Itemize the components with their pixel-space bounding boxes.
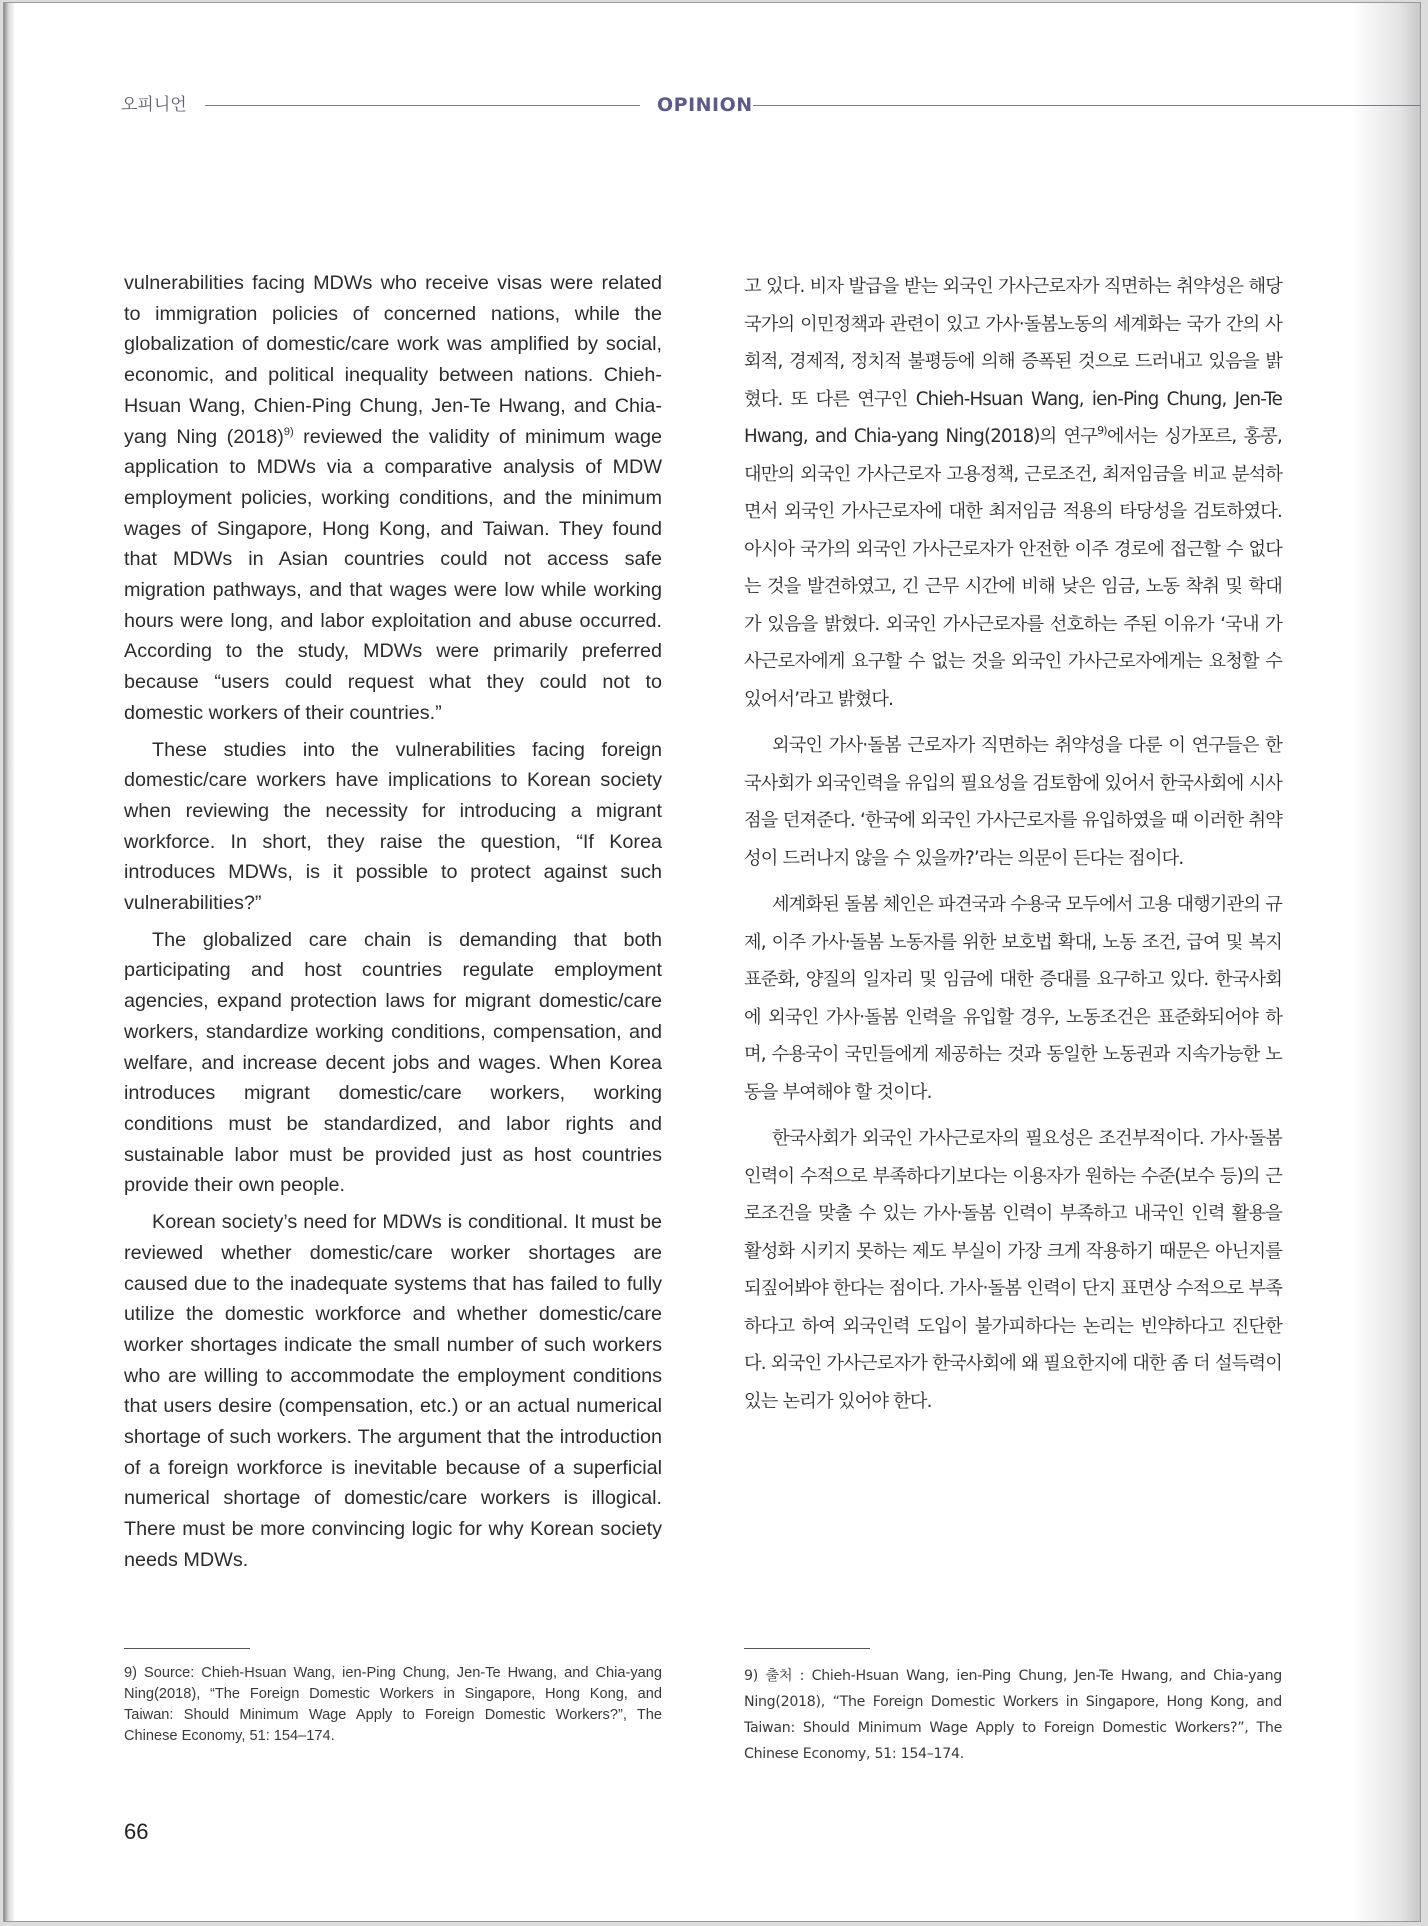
korean-paragraph-1 <box>744 268 1282 718</box>
korean-column <box>744 268 1282 1420</box>
header-section-english: OPINION <box>657 94 753 116</box>
footnote-korean: 9) 출처 : Chieh-Hsuan Wang, ien-Ping Chung, Jen-Te Hwang, and Chia-yang Ning(2018), “The Foreign Domestic Workers in Singapore, Hong Kong, and Taiwan: Should Minimum Wage Apply to Foreign Domestic Workers?”, The Chinese Economy, 51: 154–174. <box>744 1668 1282 1762</box>
footnote-english: 9) Source: Chieh-Hsuan Wang, ien-Ping Chung, Jen-Te Hwang, and Chia-yang Ning(2018), “The Foreign Domestic Workers in Singapore, Hong Kong, and Taiwan: Should Minimum Wage Apply to Foreign Domestic Workers?”, The Chinese Economy, 51: 154–174. <box>124 1665 662 1744</box>
document-page <box>3 2 1421 1922</box>
english-paragraph-1 <box>124 268 662 729</box>
english-paragraph-4: Korean society’s need for MDWs is conditional. It must be reviewed whether domestic/care worker shortages are caused due to the inadequate systems that has failed to fully utilize the domestic workforce and whether domestic/care worker shortages indicate the small number of such workers who are willing to accommodate the employment conditions that users desire (compensation, etc.) or an actual numerical shortage of such workers. The argument that the introduction of a foreign workforce is inevitable because of a superficial numerical shortage of domestic/care workers is illogical. There must be more convincing logic for why Korean society needs MDWs. <box>124 1211 662 1571</box>
english-paragraph-1-text-b: reviewed the validity of minimum wage application to MDWs via a comparative analysis of MDW employment policies, working conditions, and the minimum wages of Singapore, Hong Kong, and Taiwan. They found that MDWs in Asian countries could not access safe migration pathways, and that wages were low while working hours were long, and labor exploitation and abuse occurred. According to the study, MDWs were primarily preferred because “users could request what they could not to domestic workers of their countries.” <box>124 425 662 724</box>
page-curl-shadow <box>1350 3 1420 1921</box>
footnote-rule-left <box>124 1648 250 1649</box>
footnote-marker: 9) <box>283 425 294 438</box>
header-section-korean: 오피니언 <box>121 95 187 115</box>
footnote-marker: 9) <box>1097 424 1107 437</box>
header-rule-left <box>205 105 640 106</box>
english-column <box>124 268 662 1576</box>
running-header <box>121 91 1421 119</box>
page-number: 66 <box>124 1819 149 1844</box>
english-paragraph-2: These studies into the vulnerabilities facing foreign domestic/care workers have implications to Korean society when reviewing the necessity for introducing a migrant workforce. In short, they raise the question, “If Korea introduces MDWs, is it possible to protect against such vulnerabilities?” <box>124 738 662 915</box>
korean-paragraph-4: 한국사회가 외국인 가사근로자의 필요성은 조건부적이다. 가사·돌봄 인력이 수적으로 부족하다기보다는 이용자가 원하는 수준(보수 등)의 근로조건을 맞출 수 있는 가사·돌봄 인력이 부족하고 내국인 인력 활용을 활성화 시키지 못하는 제도 부실이 가장 크게 작용하기 때문은 아닌지를 되짚어봐야 한다는 점이다. 가사·돌봄 인력이 단지 표면상 수적으로 부족하다고 하여 외국인력 도입이 불가피하다는 논리는 빈약하다고 진단한다. 외국인 가사근로자가 한국사회에 왜 필요한지에 대한 좀 더 설득력이 있는 논리가 있어야 한다. <box>744 1128 1282 1412</box>
header-rule-right <box>753 105 1421 106</box>
page-binding-edge <box>4 3 14 1921</box>
korean-paragraph-1-text-b: 에서는 싱가포르, 홍콩, 대만의 외국인 가사근로자 고용정책, 근로조건, 최저임금을 비교 분석하면서 외국인 가사근로자에 대한 최저임금 적용의 타당성을 검토하였다. 아시아 국가의 외국인 가사근로자가 안전한 이주 경로에 접근할 수 없다는 것을 발견하였고, 긴 근무 시간에 비해 낮은 임금, 노동 착취 및 학대가 있음을 밝혔다. 외국인 가사근로자를 선호하는 주된 이유가 ‘국내 가사근로자에게 요구할 수 없는 것을 외국인 가사근로자에게는 요청할 수 있어서’라고 밝혔다. <box>744 426 1282 710</box>
english-paragraph-1-text-a: vulnerabilities facing MDWs who receive visas were related to immigration policies of concerned nations, while the globalization of domestic/care work was amplified by social, economic, and political inequality between nations. Chieh-Hsuan Wang, Chien-Ping Chung, Jen-Te Hwang, and Chia-yang Ning (2018) <box>124 272 662 448</box>
footnote-rule-right <box>744 1648 870 1649</box>
korean-paragraph-3: 세계화된 돌봄 체인은 파견국과 수용국 모두에서 고용 대행기관의 규제, 이주 가사·돌봄 노동자를 위한 보호법 확대, 노동 조건, 급여 및 복지 표준화, 양질의 일자리 및 임금에 대한 증대를 요구하고 있다. 한국사회에 외국인 가사·돌봄 인력을 유입할 경우, 노동조건은 표준화되어야 하며, 수용국이 국민들에게 제공하는 것과 동일한 노동권과 지속가능한 노동을 부여해야 할 것이다. <box>744 894 1282 1103</box>
english-paragraph-3: The globalized care chain is demanding that both participating and host countries regulate employment agencies, expand protection laws for migrant domestic/care workers, standardize working conditions, compensation, and welfare, and increase decent jobs and wages. When Korea introduces migrant domestic/care workers, working conditions must be standardized, and labor rights and sustainable labor must be provided just as host countries provide their own people. <box>124 928 662 1197</box>
korean-paragraph-1-text-a: 고 있다. 비자 발급을 받는 외국인 가사근로자가 직면하는 취약성은 해당 국가의 이민정책과 관련이 있고 가사·돌봄노동의 세계화는 국가 간의 사회적, 경제적, 정치적 불평등에 의해 증폭된 것으로 드러내고 있음을 밝혔다. 또 다른 연구인 Chieh-Hsuan Wang, ien-Ping Chung, Jen-Te Hwang, and Chia-yang Ning(2018)의 연구 <box>744 276 1282 447</box>
korean-paragraph-2: 외국인 가사·돌봄 근로자가 직면하는 취약성을 다룬 이 연구들은 한국사회가 외국인력을 유입의 필요성을 검토함에 있어서 한국사회에 시사점을 던져준다. ‘한국에 외국인 가사근로자를 유입하였을 때 이러한 취약성이 드러나지 않을 수 있을까?’라는 의문이 든다는 점이다. <box>744 735 1282 869</box>
